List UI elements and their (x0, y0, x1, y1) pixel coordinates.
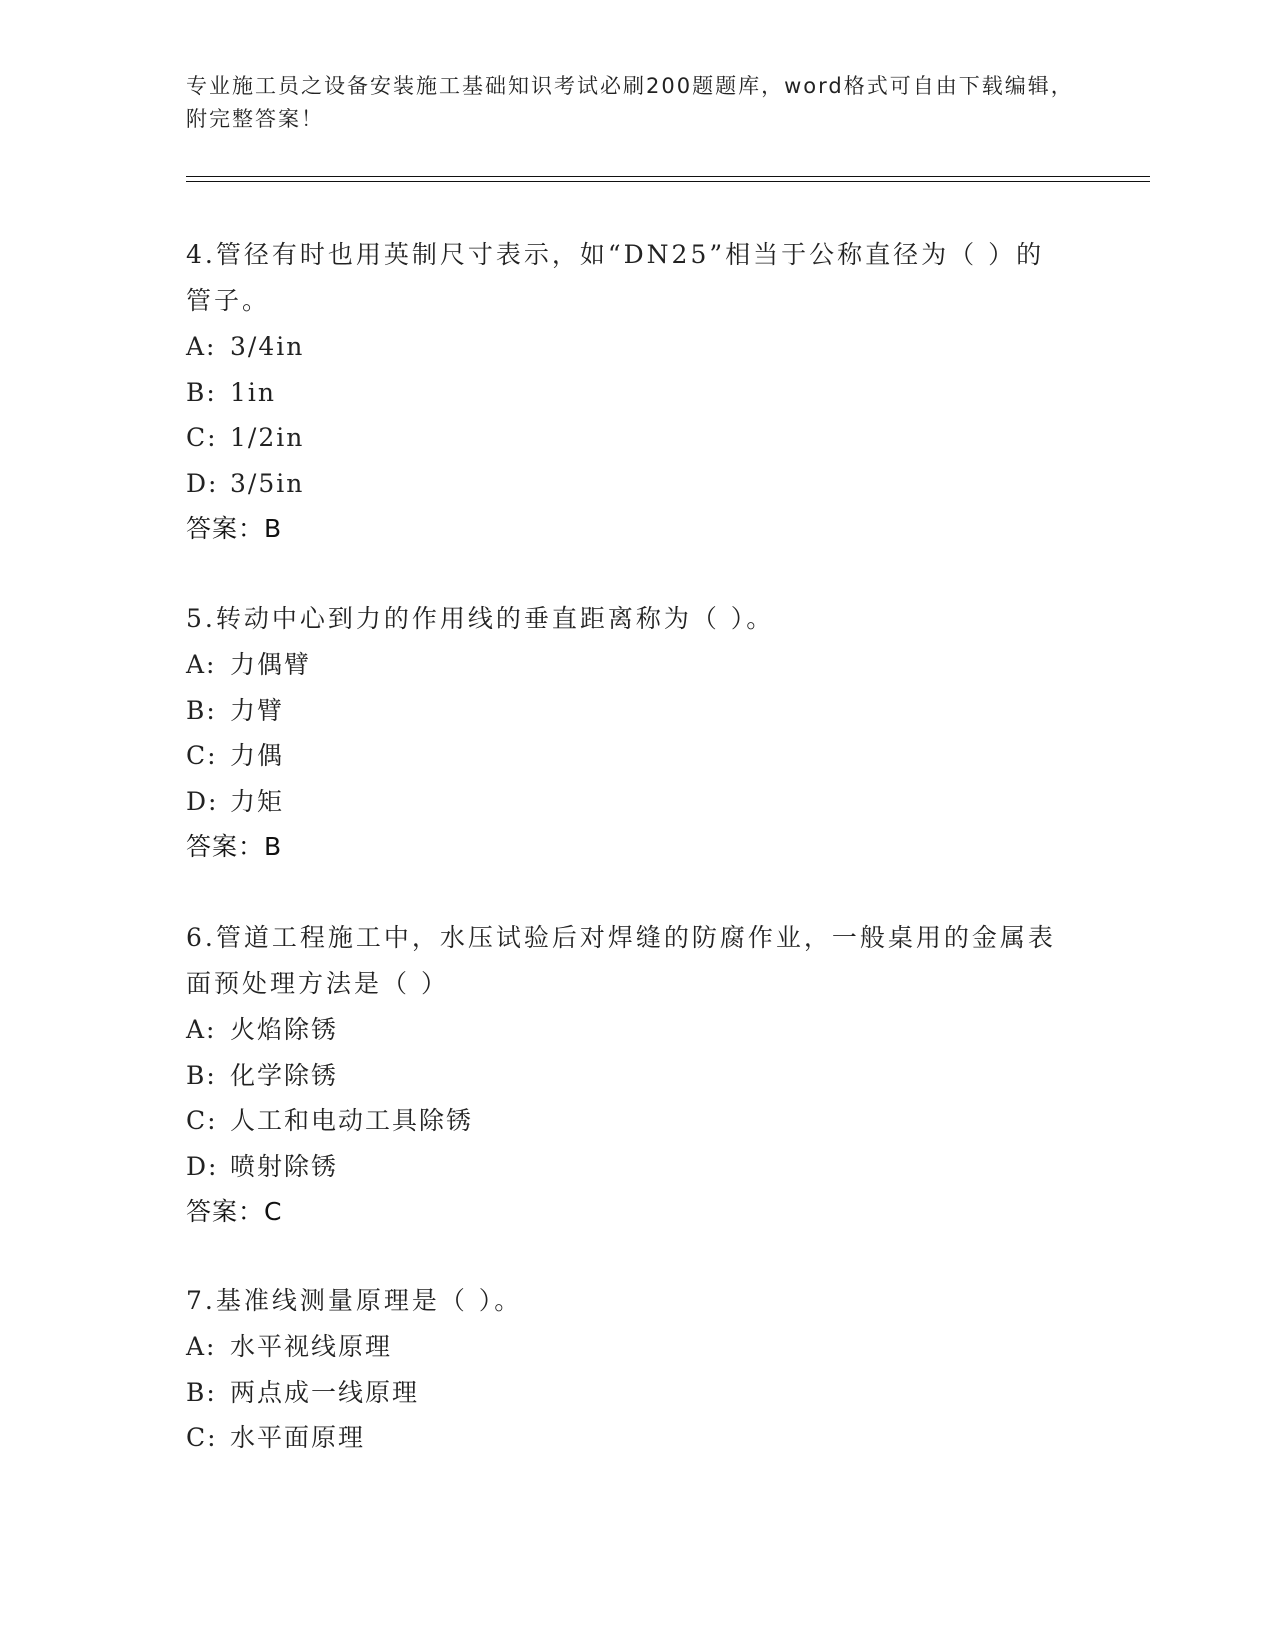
option-letter: B: (186, 695, 217, 725)
option-letter: A: (186, 332, 217, 361)
header-divider-top (186, 176, 1150, 177)
answer-line: 答案：B (186, 514, 283, 543)
answer-line: 答案：B (186, 832, 283, 861)
option-text: 化学除锈 (230, 1060, 339, 1090)
option-letter: B: (186, 377, 217, 407)
option-text: 3/4in (230, 332, 305, 361)
option-c (186, 415, 1066, 461)
question-7 (186, 1278, 1066, 1461)
option-a (186, 324, 1066, 370)
question-6 (186, 915, 1066, 1235)
option-letter: D: (186, 1151, 219, 1181)
question-stem: 6.管道工程施工中，水压试验后对焊缝的防腐作业，一般桌用的金属表面预处理方法是（ ） (186, 923, 1056, 998)
document-header: 专业施工员之设备安装施工基础知识考试必刷200题题库，word格式可自由下载编辑，附完整答案！ (186, 74, 1074, 131)
option-c (186, 1415, 1066, 1461)
option-letter: B: (186, 1377, 217, 1407)
option-text: 水平面原理 (230, 1423, 366, 1452)
option-text: 力矩 (230, 786, 285, 816)
option-d (186, 461, 1066, 507)
question-stem: 4.管径有时也用英制尺寸表示，如“DN25”相当于公称直径为（ ）的管子。 (186, 240, 1045, 315)
option-a (186, 642, 1066, 688)
question-4 (186, 232, 1066, 552)
option-text: 水平视线原理 (230, 1332, 393, 1361)
option-b (186, 370, 1066, 416)
question-stem: 5.转动中心到力的作用线的垂直距离称为（ ）。 (186, 604, 775, 633)
option-d (186, 1144, 1066, 1190)
option-text: 1in (230, 377, 277, 407)
answer-line: 答案：C (186, 1197, 283, 1226)
option-letter: C: (186, 1423, 218, 1452)
option-text: 力偶臂 (230, 650, 312, 679)
option-letter: C: (186, 423, 218, 452)
option-a (186, 1007, 1066, 1053)
option-c (186, 733, 1066, 779)
option-b (186, 688, 1066, 734)
option-b (186, 1053, 1066, 1099)
option-letter: C: (186, 1106, 218, 1135)
option-a (186, 1324, 1066, 1370)
option-text: 人工和电动工具除锈 (230, 1106, 474, 1135)
option-letter: D: (186, 786, 219, 816)
option-c (186, 1098, 1066, 1144)
option-text: 火焰除锈 (230, 1015, 339, 1044)
header-divider-bottom (186, 181, 1150, 182)
option-letter: C: (186, 741, 218, 770)
option-d (186, 779, 1066, 825)
option-letter: D: (186, 468, 219, 498)
option-text: 1/2in (230, 423, 305, 452)
option-b (186, 1370, 1066, 1416)
question-5 (186, 596, 1066, 870)
question-stem: 7.基准线测量原理是（ ）。 (186, 1286, 523, 1315)
option-text: 两点成一线原理 (230, 1377, 420, 1407)
option-letter: B: (186, 1060, 217, 1090)
option-letter: A: (186, 1332, 217, 1361)
option-text: 喷射除锈 (230, 1151, 339, 1181)
option-letter: A: (186, 650, 217, 679)
option-letter: A: (186, 1015, 217, 1044)
option-text: 3/5in (230, 468, 305, 498)
option-text: 力臂 (230, 695, 285, 725)
option-text: 力偶 (230, 741, 285, 770)
